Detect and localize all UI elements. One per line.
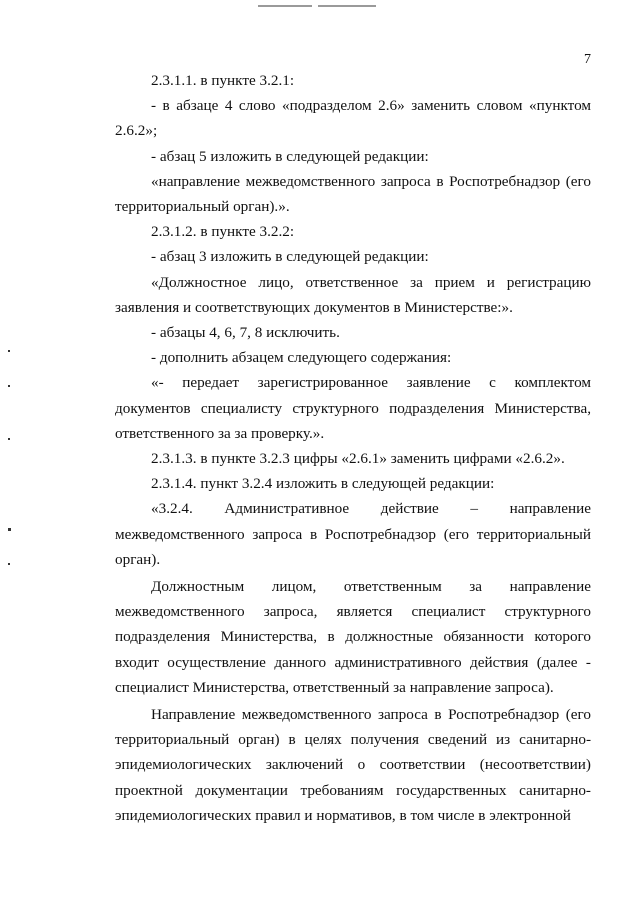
paragraph: 2.3.1.4. пункт 3.2.4 изложить в следующей редакции:: [151, 475, 495, 493]
paragraph: Должностным лицом, ответственным за направление межведомственного запроса, является специалист структурного подразделения Министерства, в должностные обязанности которого входит осуществление данного административного действия (далее - специалист Министерства, ответственный за направление запроса).: [115, 578, 591, 696]
scan-header-smudge: [318, 5, 376, 7]
scan-speck: [8, 350, 10, 352]
scan-speck: [8, 563, 10, 565]
scan-speck: [8, 385, 10, 387]
paragraph: - абзац 3 изложить в следующей редакции:: [151, 248, 429, 266]
scan-speck: [8, 528, 11, 531]
paragraph: «Должностное лицо, ответственное за прием и регистрацию заявления и соответствующих документов в Министерстве:».: [115, 273, 591, 316]
document-body: [115, 68, 591, 828]
paragraph: - дополнить абзацем следующего содержания:: [151, 349, 452, 367]
page-number: 7: [584, 52, 591, 67]
paragraph: «направление межведомственного запроса в Роспотребнадзор (его территориальный орган).».: [115, 172, 591, 216]
scan-header-smudge: [258, 5, 312, 7]
paragraph: - абзацы 4, 6, 7, 8 исключить.: [151, 324, 340, 342]
paragraph: - в абзаце 4 слово «подразделом 2.6» заменить словом «пунктом 2.6.2»;: [115, 97, 591, 140]
paragraph: «3.2.4. Административное действие – направление межведомственного запроса в Роспотребнадзор (его территориальный орган).: [115, 500, 591, 568]
paragraph: 2.3.1.3. в пункте 3.2.3 цифры «2.6.1» заменить цифрами «2.6.2».: [151, 450, 565, 468]
paragraph: «- передает зарегистрированное заявление с комплектом документов специалисту структурного подразделения Министерства, ответственного за за проверку.».: [115, 374, 591, 442]
paragraph: Направление межведомственного запроса в Роспотребнадзор (его территориальный орган) в целях получения сведений из санитарно-эпидемиологических заключений о соответствии (несоответствии) проектной документации требованиям государственных санитарно-эпидемиологических правил и нормативов, в том числе в электронной: [115, 706, 591, 824]
scan-speck: [8, 438, 10, 440]
paragraph: - абзац 5 изложить в следующей редакции:: [151, 147, 429, 165]
paragraph: 2.3.1.2. в пункте 3.2.2:: [151, 223, 295, 241]
paragraph: 2.3.1.1. в пункте 3.2.1:: [151, 72, 295, 89]
